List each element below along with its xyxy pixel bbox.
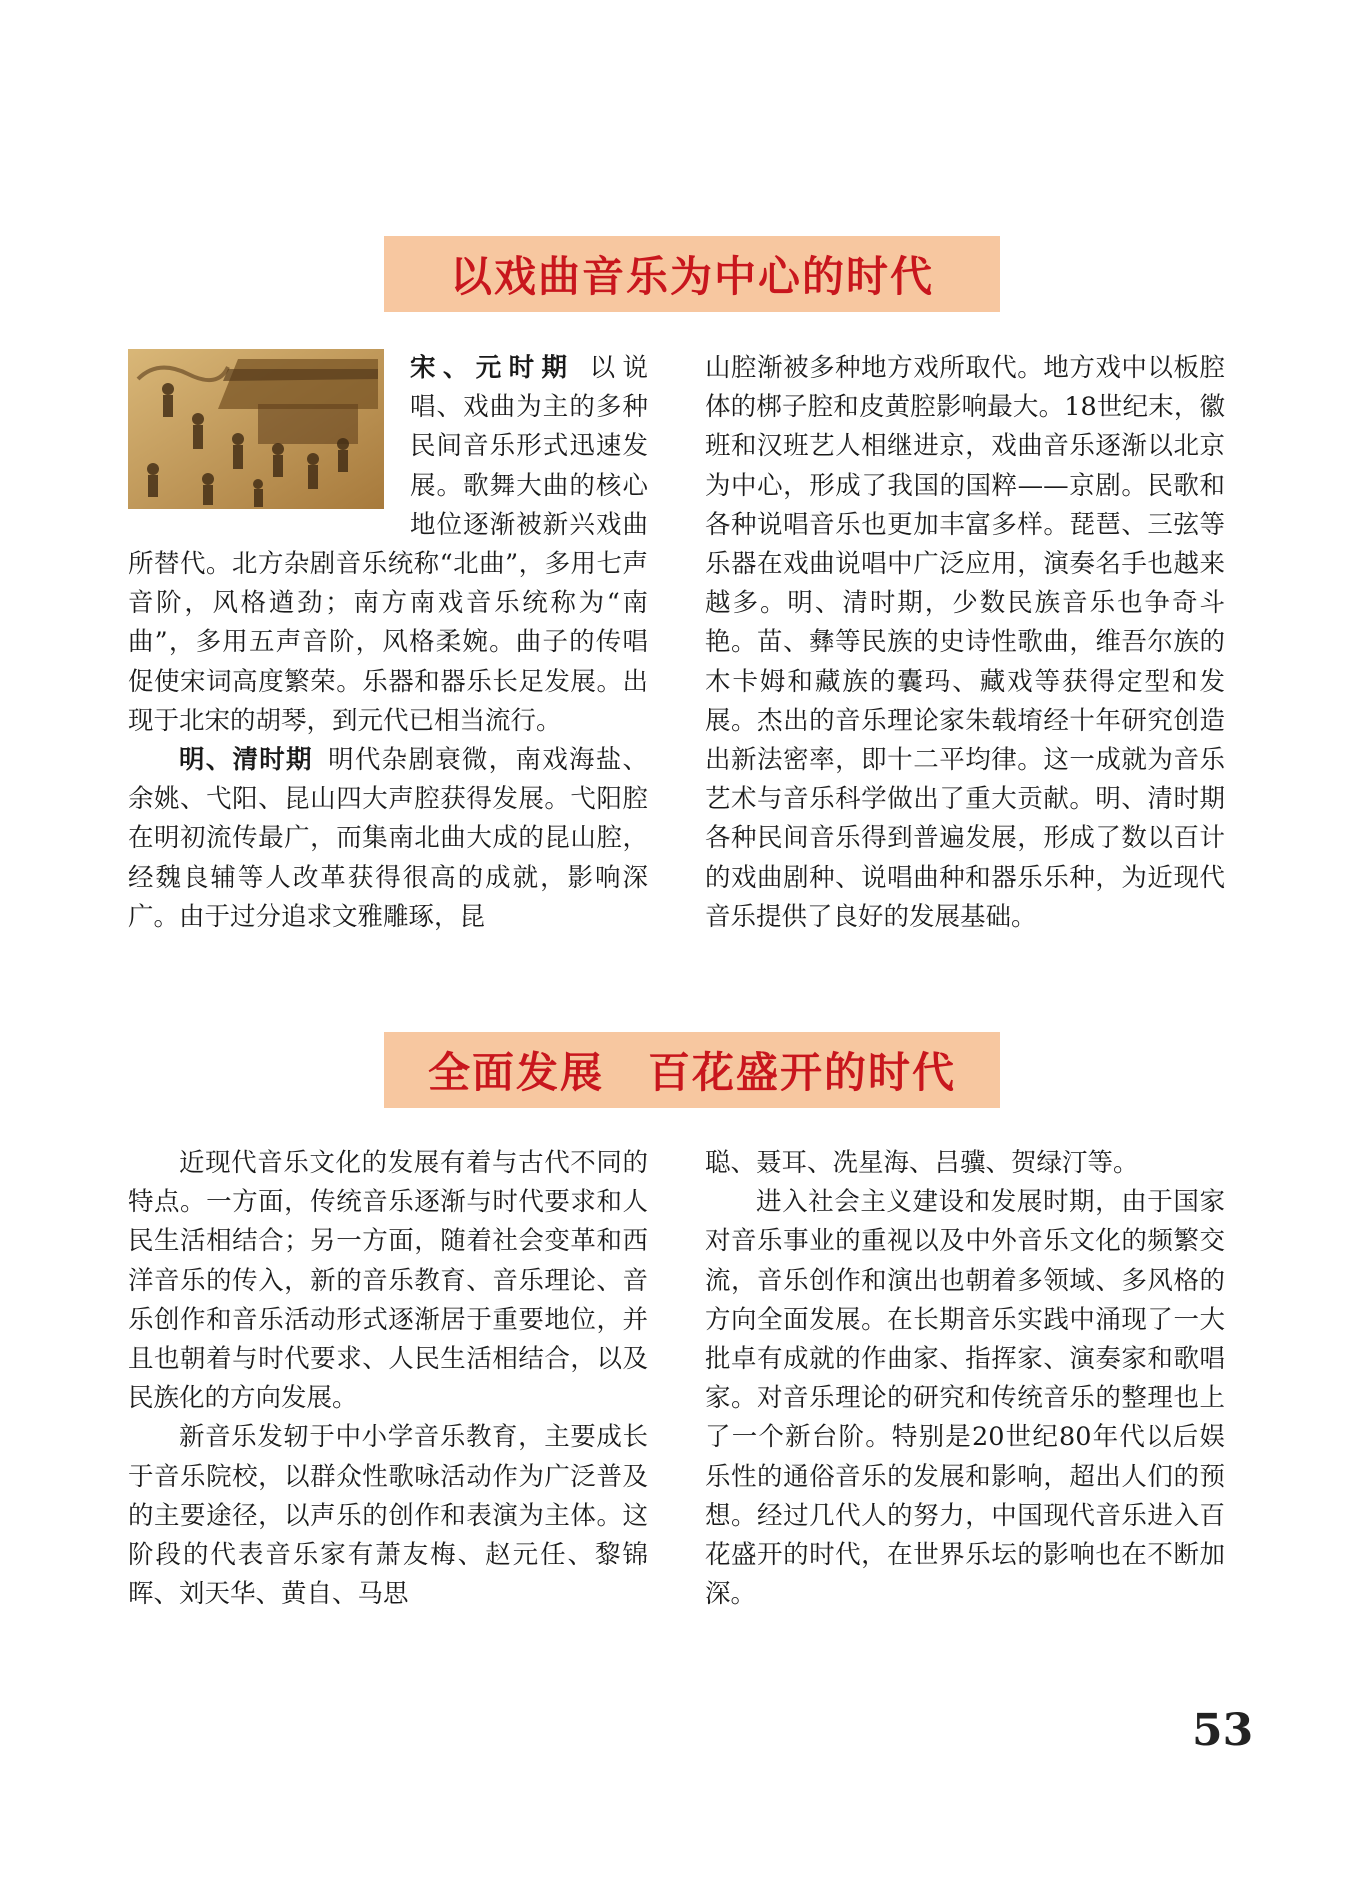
section1-right-column <box>705 349 1225 937</box>
ming-qing-lead: 明、清时期 <box>179 745 313 776</box>
section1-left-column <box>128 349 648 937</box>
section2-right-column <box>705 1144 1225 1614</box>
modern-music-paragraph: 近现代音乐文化的发展有着与古代不同的特点。一方面，传统音乐逐渐与时代要求和人民生活相结合；另一方面，随着社会变革和西洋音乐的传入，新的音乐教育、音乐理论、音乐创作和音乐活动形式逐渐居于重要地位，并且也朝着与时代要求、人民生活相结合，以及民族化的方向发展。 <box>128 1148 648 1414</box>
section1-title: 以戏曲音乐为中心的时代 <box>384 236 1000 312</box>
section2-left-column <box>128 1144 648 1614</box>
musicians-continuation: 聪、聂耳、冼星海、吕骥、贺绿汀等。 <box>705 1148 1139 1178</box>
ming-qing-paragraph <box>128 741 648 937</box>
section2-title: 全面发展 百花盛开的时代 <box>384 1032 1000 1108</box>
section1-right-paragraph: 山腔渐被多种地方戏所取代。地方戏中以板腔体的梆子腔和皮黄腔影响最大。18世纪末，徽班和汉班艺人相继进京，戏曲音乐逐渐以北京为中心，形成了我国的国粹——京剧。民歌和各种说唱音乐也更加丰富多样。琵琶、三弦等乐器在戏曲说唱中广泛应用，演奏名手也越来越多。明、清时期，少数民族音乐也争奇斗艳。苗、彝等民族的史诗性歌曲，维吾尔族的木卡姆和藏族的囊玛、藏戏等获得定型和发展。杰出的音乐理论家朱载堉经十年研究创造出新法密率，即十二平均律。这一成就为音乐艺术与音乐科学做出了重大贡献。明、清时期各种民间音乐得到普遍发展，形成了数以百计的戏曲剧种、说唱曲种和器乐乐种，为近现代音乐提供了良好的发展基础。 <box>705 353 1225 932</box>
ming-qing-text: 明代杂剧衰微，南戏海盐、余姚、弋阳、昆山四大声腔获得发展。弋阳腔在明初流传最广，而集南北曲大成的昆山腔，经魏良辅等人改革获得很高的成就，影响深广。由于过分追求文雅雕琢，昆 <box>128 745 648 932</box>
page-number: 53 <box>1192 1705 1254 1756</box>
song-yuan-paragraph <box>128 349 648 741</box>
ancient-painting-image <box>128 349 384 509</box>
socialist-era-paragraph: 进入社会主义建设和发展时期，由于国家对音乐事业的重视以及中外音乐文化的频繁交流，音乐创作和演出也朝着多领域、多风格的方向全面发展。在长期音乐实践中涌现了一大批卓有成就的作曲家、指挥家、演奏家和歌唱家。对音乐理论的研究和传统音乐的整理也上了一个新台阶。特别是20世纪80年代以后娱乐性的通俗音乐的发展和影响，超出人们的预想。经过几代人的努力，中国现代音乐进入百花盛开的时代，在世界乐坛的影响也在不断加深。 <box>705 1187 1225 1610</box>
song-yuan-text: 以说唱、戏曲为主的多种民间音乐形式迅速发展。歌舞大曲的核心地位逐渐被新兴戏曲所替代。北方杂剧音乐统称“北曲”，多用七声音阶，风格遒劲；南方南戏音乐统称为“南曲”，多用五声音阶，风格柔婉。曲子的传唱促使宋词高度繁荣。乐器和器乐长足发展。出现于北宋的胡琴，到元代已相当流行。 <box>128 353 648 736</box>
new-music-paragraph: 新音乐发轫于中小学音乐教育，主要成长于音乐院校，以群众性歌咏活动作为广泛普及的主要途径，以声乐的创作和表演为主体。这阶段的代表音乐家有萧友梅、赵元任、黎锦晖、刘天华、黄自、马思 <box>128 1422 648 1610</box>
song-yuan-lead: 宋、元时期 <box>410 353 575 383</box>
